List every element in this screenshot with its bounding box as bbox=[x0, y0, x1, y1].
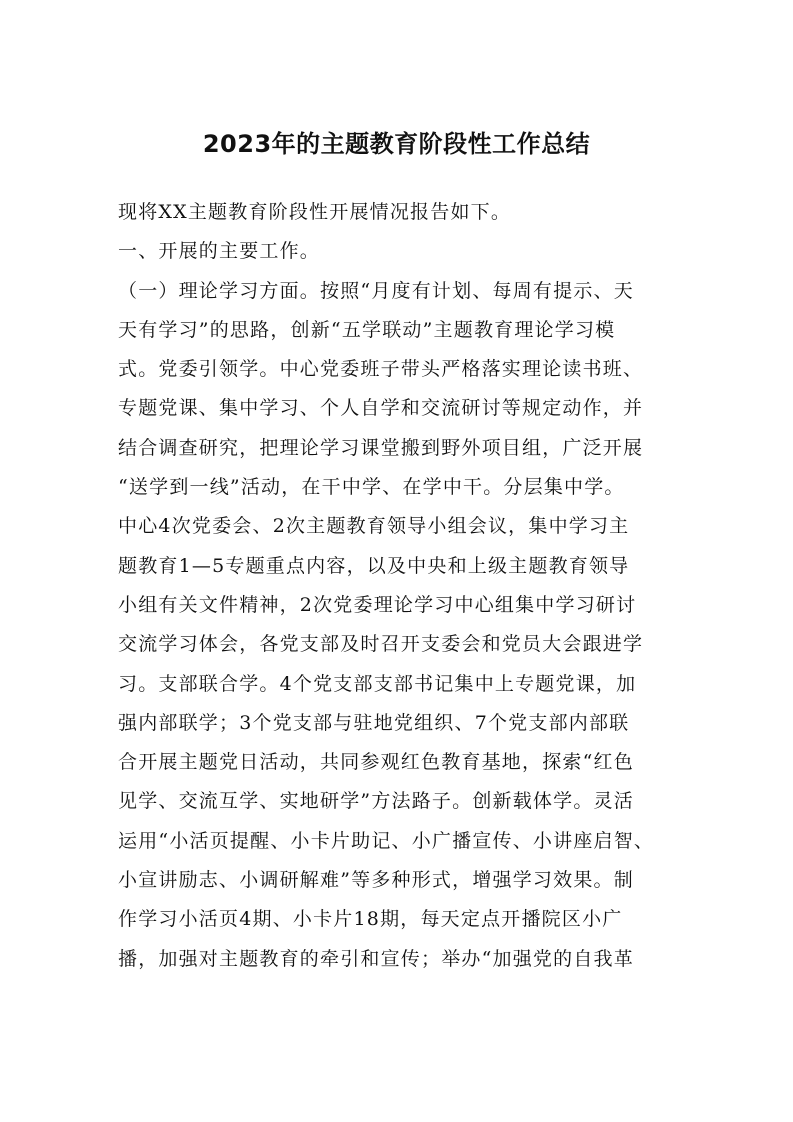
body-line: 式。党委引领学。中心党委班子带头严格落实理论读书班、 bbox=[118, 358, 644, 381]
body-line: 交流学习体会，各党支部及时召开支委会和党员大会跟进学 bbox=[118, 633, 644, 656]
body-line: “送学到一线”活动，在干中学、在学中干。分层集中学。 bbox=[118, 476, 625, 499]
body-line: 现将XX主题教育阶段性开展情况报告如下。 bbox=[118, 201, 512, 223]
body-line: 一、开展的主要工作。 bbox=[118, 240, 321, 263]
body-line: 小组有关文件精神，2次党委理论学习中心组集中学习研讨 bbox=[118, 593, 637, 616]
document-title: 2023年的主题教育阶段性工作总结 bbox=[202, 130, 591, 158]
body-line: 中心4次党委会、2次主题教育领导小组会议，集中学习主 bbox=[118, 515, 630, 538]
document-body bbox=[118, 193, 678, 979]
body-line: 强内部联学；3个党支部与驻地党组织、7个党支部内部联 bbox=[118, 711, 630, 734]
body-line: 结合调查研究，把理论学习课堂搬到野外项目组，广泛开展 bbox=[118, 436, 644, 459]
body-line: 习。支部联合学。4个党支部支部书记集中上专题党课，加 bbox=[118, 672, 637, 695]
body-line: 见学、交流互学、实地研学”方法路子。创新载体学。灵活 bbox=[118, 790, 634, 813]
body-line: 专题党课、集中学习、个人自学和交流研讨等规定动作，并 bbox=[118, 397, 644, 420]
body-line: 作学习小活页4期、小卡片18期，每天定点开播院区小广 bbox=[118, 908, 623, 931]
body-line: 题教育1—5专题重点内容，以及中央和上级主题教育领导 bbox=[118, 554, 630, 577]
body-line: 运用“小活页提醒、小卡片助记、小广播宣传、小讲座启智、 bbox=[118, 829, 655, 852]
body-line: 天有学习”的思路，创新“五学联动”主题教育理论学习模 bbox=[118, 318, 616, 341]
body-line: 播，加强对主题教育的牵引和宣传；举办“加强党的自我革 bbox=[118, 947, 634, 970]
body-line: 合开展主题党日活动，共同参观红色教育基地，探索“红色 bbox=[118, 751, 634, 774]
body-line: （一）理论学习方面。按照“月度有计划、每周有提示、天 bbox=[118, 279, 634, 302]
body-line: 小宣讲励志、小调研解难”等多种形式，增强学习效果。制 bbox=[118, 869, 634, 892]
